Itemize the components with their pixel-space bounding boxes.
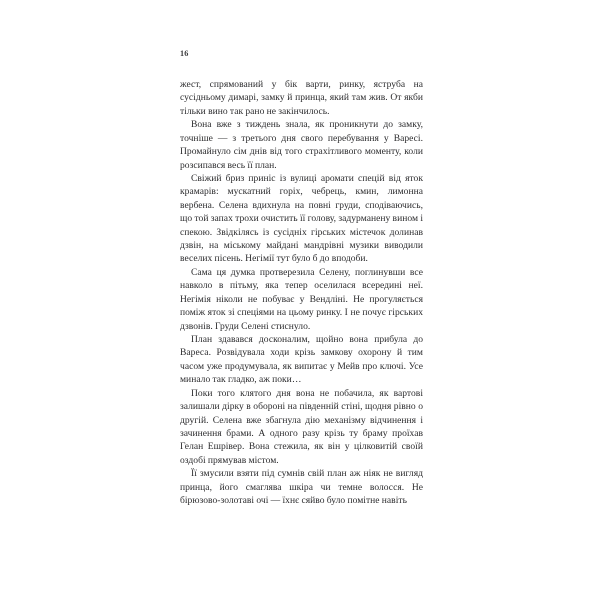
- paragraph: жест, спрямований у бік варти, ринку, яструба на сусідньому димарі, замку й принца, який там жив. От якби тільки вино так рано не закінчилось.: [180, 79, 423, 117]
- paragraph: Поки того клятого дня вона не побачила, як вартові залишали дірку в обороні на південній стіні, щодня рівно о другій. Селена вже збагнула дію механізму відчинення і зачинення брами. А одного разу крізь ту браму проїхав Гелан Ешрівер. Вона стежила, як він у цілковитій своїй оздобі прямував містом.: [180, 387, 423, 466]
- paragraph: План здавався досконалим, щойно вона прибула до Вареса. Розвідувала ходи крізь замкову охорону й тим часом уже продумувала, як випитає у Мейв про ключі. Усе минало так гладко, аж поки…: [180, 334, 423, 386]
- page-number: 16: [180, 49, 189, 58]
- text-column: [180, 49, 423, 508]
- paragraph: Її змусили взяти під сумнів свій план аж ніяк не вигляд принца, його смаглява шкіра чи темне волосся. Не бірюзово-золотаві очі — їхнє сяйво було помітне навіть: [180, 468, 423, 507]
- paragraph: Вона вже з тиждень знала, як проникнути до замку, точніше — з третього дня свого перебування у Варесі. Промайнуло сім днів від того страхітливого моменту, коли розсипався весь її план.: [180, 119, 423, 171]
- paragraph: Сама ця думка протверезила Селену, поглинувши все навколо в пітьму, яка тепер оселилася всередині неї. Негімія ніколи не побуває у Вендліні. Не прогуляється поміж яток зі спеціями на цьому ринку. І не почує гірських дзвонів. Груди Селені стиснуло.: [180, 266, 423, 332]
- paragraph: Свіжий бриз приніс із вулиці аромати спецій від яток крамарів: мускатний горіх, чебрець, кмин, лимонна вербена. Селена вдихнула на повні груди, сподіваючись, що той запах трохи очистить її голову, задурманену вином і спекою. Звідкілясь із сусідніх гірських містечок долинав дзвін, на міському майдані мандрівні музики виводили веселих пісень. Негімії тут було б до вподоби.: [180, 172, 423, 265]
- body-text-block: [180, 78, 423, 508]
